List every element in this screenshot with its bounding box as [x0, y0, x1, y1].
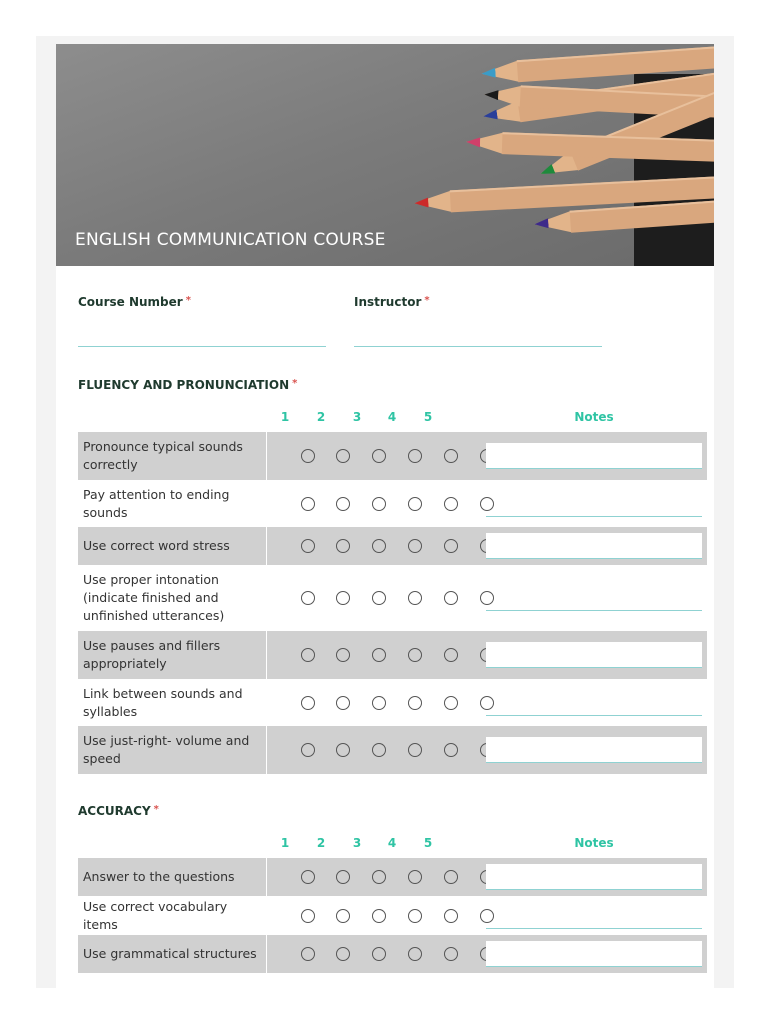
matrix-row-label: Use just-right- volume and speed: [78, 726, 267, 774]
rating-radio[interactable]: [301, 909, 315, 923]
rating-radio[interactable]: [301, 743, 315, 757]
notes-column-header: Notes: [574, 836, 614, 850]
rating-radio[interactable]: [301, 648, 315, 662]
matrix-row-label: Link between sounds and syllables: [78, 679, 267, 726]
rating-radio[interactable]: [336, 497, 350, 511]
matrix-row: [78, 679, 707, 726]
notes-input[interactable]: [486, 864, 702, 890]
rating-radio[interactable]: [336, 539, 350, 553]
section-title-accuracy: ACCURACY *: [78, 804, 159, 818]
rating-radio[interactable]: [408, 870, 422, 884]
rating-radio[interactable]: [444, 591, 458, 605]
instructor-label: Instructor *: [354, 295, 430, 309]
matrix-row-label: Use grammatical structures: [78, 935, 267, 973]
rating-radio[interactable]: [336, 947, 350, 961]
required-asterisk: *: [292, 378, 298, 389]
rating-radio[interactable]: [408, 696, 422, 710]
rating-radio[interactable]: [372, 909, 386, 923]
rating-radio[interactable]: [301, 696, 315, 710]
rating-radio[interactable]: [301, 497, 315, 511]
form-card: [56, 44, 714, 988]
matrix-row-label: Pay attention to ending sounds: [78, 480, 267, 527]
form-title: ENGLISH COMMUNICATION COURSE: [75, 230, 386, 250]
matrix-row: [78, 935, 707, 973]
matrix-row-label: Use correct vocabulary items: [78, 896, 267, 935]
rating-column-header: 2: [316, 836, 326, 850]
rating-radio[interactable]: [444, 539, 458, 553]
rating-radio[interactable]: [336, 648, 350, 662]
notes-input[interactable]: [486, 585, 702, 611]
matrix-row-label: Answer to the questions: [78, 858, 267, 896]
notes-input[interactable]: [486, 642, 702, 668]
rating-column-header: 1: [280, 836, 290, 850]
header-banner: [56, 44, 714, 266]
rating-radio[interactable]: [444, 696, 458, 710]
required-asterisk: *: [185, 295, 191, 306]
rating-radio[interactable]: [444, 449, 458, 463]
rating-radio[interactable]: [408, 497, 422, 511]
rating-radio[interactable]: [408, 648, 422, 662]
rating-radio[interactable]: [372, 870, 386, 884]
matrix-row: [78, 527, 707, 565]
rating-radio[interactable]: [444, 909, 458, 923]
rating-radio[interactable]: [408, 449, 422, 463]
notes-input[interactable]: [486, 737, 702, 763]
instructor-input[interactable]: [354, 322, 602, 346]
rating-column-header: 3: [352, 836, 362, 850]
rating-radio[interactable]: [444, 947, 458, 961]
notes-input[interactable]: [486, 903, 702, 929]
rating-radio[interactable]: [336, 591, 350, 605]
rating-radio[interactable]: [336, 870, 350, 884]
rating-radio[interactable]: [301, 591, 315, 605]
rating-radio[interactable]: [372, 696, 386, 710]
rating-radio[interactable]: [444, 497, 458, 511]
matrix-row-label: Use proper intonation (indicate finished and unfinished utterances): [78, 565, 267, 631]
rating-radio[interactable]: [408, 743, 422, 757]
rating-radio[interactable]: [301, 539, 315, 553]
rating-radio[interactable]: [372, 648, 386, 662]
page-background: [36, 36, 734, 988]
matrix-row: [78, 858, 707, 896]
rating-radio[interactable]: [444, 743, 458, 757]
rating-radio[interactable]: [336, 909, 350, 923]
rating-radio[interactable]: [372, 743, 386, 757]
matrix-row-label: Use correct word stress: [78, 527, 267, 565]
matrix-row: [78, 726, 707, 774]
course-number-underline: [78, 346, 326, 347]
course-number-input[interactable]: [78, 322, 326, 346]
matrix-row: [78, 480, 707, 527]
matrix-row: [78, 896, 707, 935]
rating-radio[interactable]: [336, 743, 350, 757]
course-number-label: Course Number *: [78, 295, 191, 309]
rating-column-header: 4: [387, 410, 397, 424]
matrix-row: [78, 565, 707, 631]
rating-radio[interactable]: [444, 648, 458, 662]
rating-radio[interactable]: [301, 870, 315, 884]
rating-radio[interactable]: [336, 449, 350, 463]
rating-radio[interactable]: [301, 449, 315, 463]
matrix-row-label: Use pauses and fillers appropriately: [78, 631, 267, 679]
notes-column-header: Notes: [574, 410, 614, 424]
matrix-row: [78, 432, 707, 480]
rating-radio[interactable]: [301, 947, 315, 961]
required-asterisk: *: [153, 804, 159, 815]
rating-radio[interactable]: [408, 591, 422, 605]
required-asterisk: *: [424, 295, 430, 306]
rating-column-header: 3: [352, 410, 362, 424]
rating-column-header: 2: [316, 410, 326, 424]
instructor-underline: [354, 346, 602, 347]
rating-column-header: 5: [423, 410, 433, 424]
rating-radio[interactable]: [372, 449, 386, 463]
rating-radio[interactable]: [408, 539, 422, 553]
rating-radio[interactable]: [408, 909, 422, 923]
rating-radio[interactable]: [372, 539, 386, 553]
notes-input[interactable]: [486, 443, 702, 469]
rating-radio[interactable]: [444, 870, 458, 884]
notes-input[interactable]: [486, 941, 702, 967]
matrix-row: [78, 631, 707, 679]
rating-radio[interactable]: [372, 497, 386, 511]
rating-column-header: 4: [387, 836, 397, 850]
rating-radio[interactable]: [372, 947, 386, 961]
rating-radio[interactable]: [372, 591, 386, 605]
rating-radio[interactable]: [408, 947, 422, 961]
notes-input[interactable]: [486, 491, 702, 517]
rating-column-header: 1: [280, 410, 290, 424]
matrix-row-label: Pronounce typical sounds correctly: [78, 432, 267, 480]
rating-column-header: 5: [423, 836, 433, 850]
notes-input[interactable]: [486, 533, 702, 559]
rating-radio[interactable]: [336, 696, 350, 710]
notes-input[interactable]: [486, 690, 702, 716]
section-title-fluency: FLUENCY AND PRONUNCIATION *: [78, 378, 298, 392]
